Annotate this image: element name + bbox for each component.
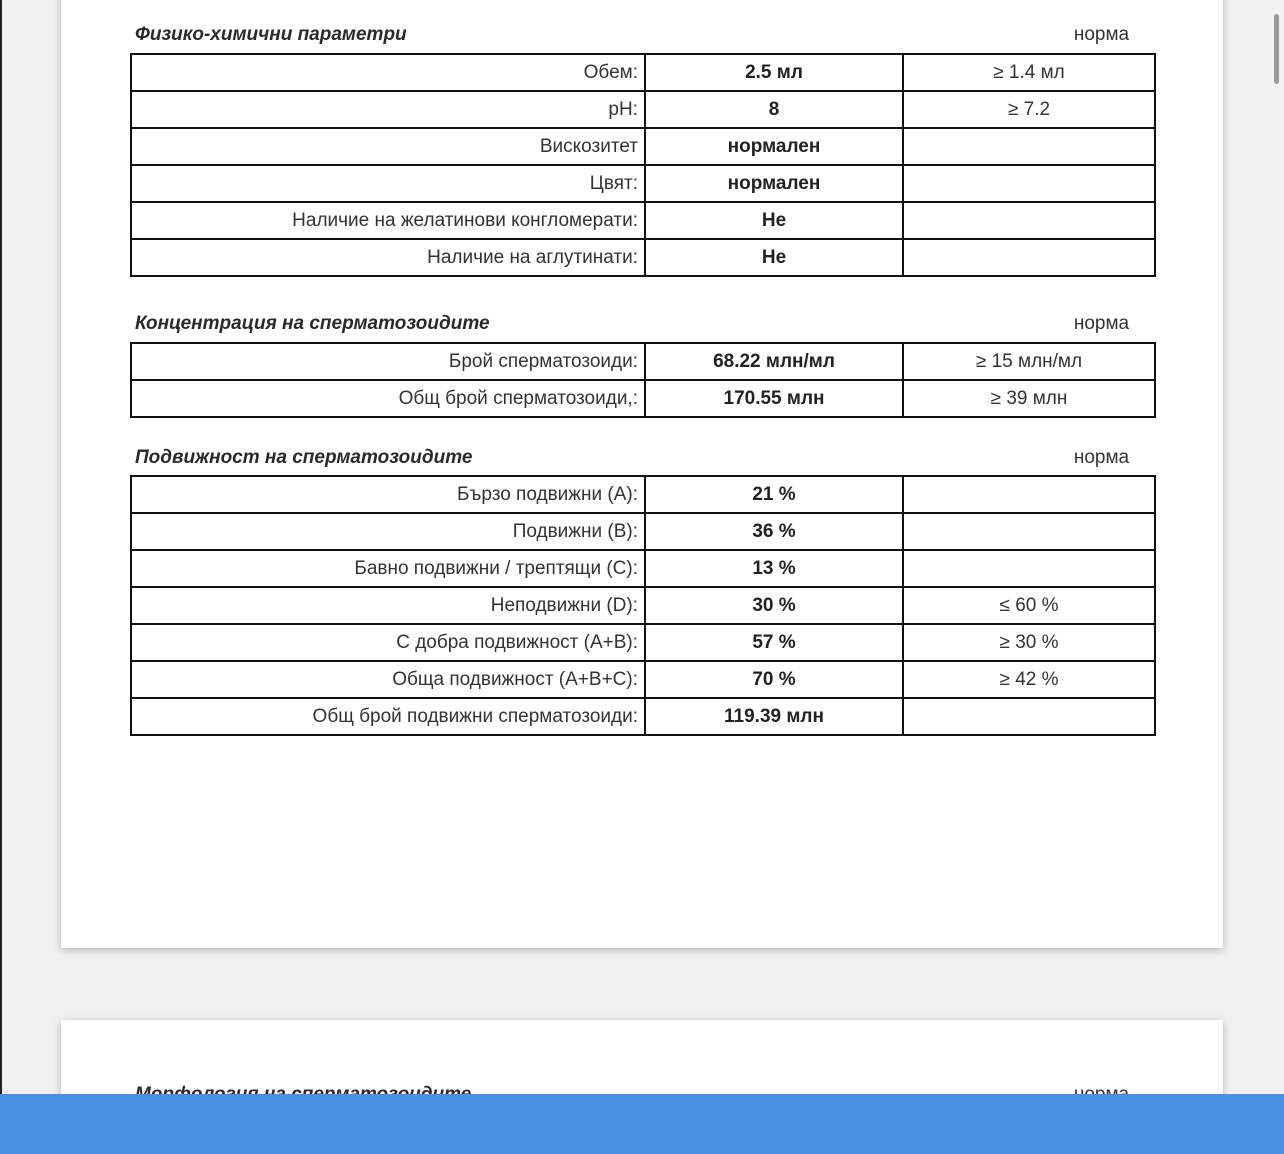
- table-row: [131, 343, 1155, 380]
- row-value: 2.5 мл: [645, 54, 903, 91]
- row-label: Общ брой сперматозоиди,:: [131, 380, 645, 417]
- row-value: 30 %: [645, 587, 903, 624]
- table-row: [131, 239, 1155, 276]
- row-norm: [903, 698, 1155, 735]
- row-value: 119.39 млн: [645, 698, 903, 735]
- row-norm: ≥ 7.2: [903, 91, 1155, 128]
- row-label: Общ брой подвижни сперматозоиди:: [131, 698, 645, 735]
- row-norm: [903, 202, 1155, 239]
- row-label: Брой сперматозоиди:: [131, 343, 645, 380]
- row-norm: ≥ 1.4 мл: [903, 54, 1155, 91]
- row-value: 70 %: [645, 661, 903, 698]
- bottom-toolbar[interactable]: [0, 1094, 1284, 1154]
- row-label: Бързо подвижни (A):: [131, 476, 645, 513]
- table-row: [131, 54, 1155, 91]
- table-row: [131, 91, 1155, 128]
- row-norm: [903, 239, 1155, 276]
- table-row: [131, 698, 1155, 735]
- row-value: нормален: [645, 165, 903, 202]
- row-value: Не: [645, 239, 903, 276]
- row-label: Бавно подвижни / трептящи (C):: [131, 550, 645, 587]
- physico-norm-label: норма: [1073, 24, 1130, 45]
- row-label: pH:: [131, 91, 645, 128]
- row-label: Обем:: [131, 54, 645, 91]
- row-norm: ≥ 39 млн: [903, 380, 1155, 417]
- concentration-section-header: [135, 313, 1155, 335]
- table-row: [131, 550, 1155, 587]
- row-norm: ≥ 42 %: [903, 661, 1155, 698]
- table-row: [131, 165, 1155, 202]
- motility-section-title: Подвижност на сперматозоидите: [135, 447, 473, 468]
- row-value: 21 %: [645, 476, 903, 513]
- physico-section-header: [135, 24, 1155, 46]
- row-label: Наличие на желатинови конгломерати:: [131, 202, 645, 239]
- row-value: 36 %: [645, 513, 903, 550]
- table-row: [131, 476, 1155, 513]
- row-norm: ≤ 60 %: [903, 587, 1155, 624]
- row-norm: [903, 165, 1155, 202]
- row-norm: ≥ 15 млн/мл: [903, 343, 1155, 380]
- concentration-table: [130, 342, 1156, 418]
- row-norm: [903, 476, 1155, 513]
- table-row: [131, 661, 1155, 698]
- row-norm: [903, 128, 1155, 165]
- motility-table: [130, 475, 1156, 736]
- table-row: [131, 202, 1155, 239]
- row-label: Вискозитет: [131, 128, 645, 165]
- row-value: нормален: [645, 128, 903, 165]
- viewer-left-border: [0, 0, 2, 1094]
- row-label: С добра подвижност (A+B):: [131, 624, 645, 661]
- physico-section-title: Физико-химични параметри: [135, 24, 407, 45]
- table-row: [131, 513, 1155, 550]
- concentration-section-title: Концентрация на сперматозоидите: [135, 313, 490, 334]
- scrollbar-thumb[interactable]: [1274, 14, 1279, 84]
- document-page-1: [61, 0, 1223, 948]
- physico-table: [130, 53, 1156, 277]
- row-label: Неподвижни (D):: [131, 587, 645, 624]
- table-row: [131, 380, 1155, 417]
- row-value: 13 %: [645, 550, 903, 587]
- row-value: 57 %: [645, 624, 903, 661]
- concentration-norm-label: норма: [1073, 313, 1130, 334]
- row-label: Наличие на аглутинати:: [131, 239, 645, 276]
- motility-section-header: [135, 447, 1155, 469]
- motility-norm-label: норма: [1073, 447, 1130, 468]
- table-row: [131, 587, 1155, 624]
- row-label: Подвижни (B):: [131, 513, 645, 550]
- table-row: [131, 128, 1155, 165]
- table-row: [131, 624, 1155, 661]
- row-norm: [903, 513, 1155, 550]
- row-norm: ≥ 30 %: [903, 624, 1155, 661]
- row-label: Обща подвижност (A+B+C):: [131, 661, 645, 698]
- vertical-scrollbar[interactable]: [1266, 0, 1284, 1100]
- row-value: 68.22 млн/мл: [645, 343, 903, 380]
- row-norm: [903, 550, 1155, 587]
- row-value: 8: [645, 91, 903, 128]
- row-value: Не: [645, 202, 903, 239]
- row-label: Цвят:: [131, 165, 645, 202]
- row-value: 170.55 млн: [645, 380, 903, 417]
